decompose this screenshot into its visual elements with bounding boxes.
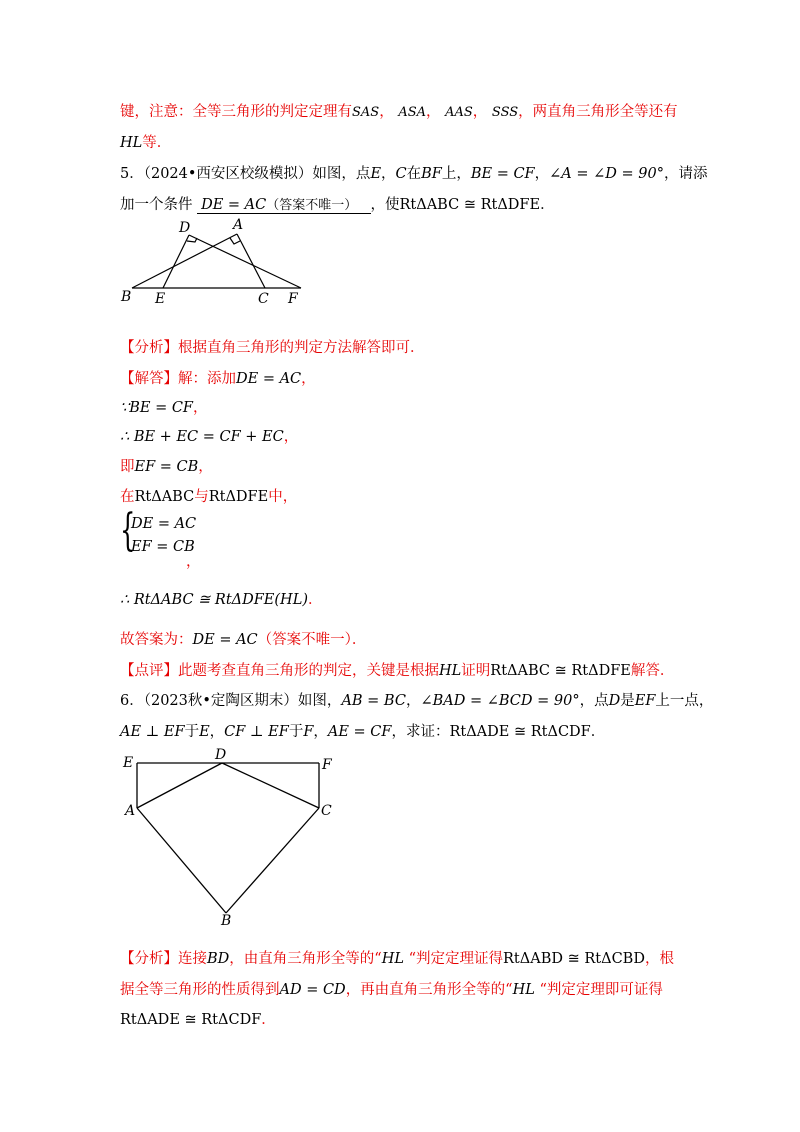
- question-5-line-1: 5．（2024•西安区校级模拟）如图，点E，C在BF上，BE = CF，∠A = ∠D = 90°，请添: [120, 166, 708, 182]
- analysis-6-line-3: RtΔADE ≅ RtΔCDF．: [120, 1012, 276, 1028]
- math-aas: AAS: [445, 105, 473, 120]
- system-comma: ，: [186, 554, 201, 570]
- solution-5-line-5: 在RtΔABC与RtΔDFE中，: [120, 489, 298, 505]
- answer-5: 故答案为：DE = AC（答案不唯一）．: [120, 632, 367, 648]
- question-5-line-2: 加一个条件 DE = AC（答案不唯一） ，使RtΔABC ≅ RtΔDFE．: [120, 193, 555, 214]
- system-eq-1: DE = AC: [131, 516, 197, 532]
- comment-5: 【点评】此题考查直角三角形的判定，关键是根据HL证明RtΔABC ≅ RtΔDFE解答．: [120, 663, 675, 679]
- analysis-5: 【分析】根据直角三角形的判定方法解答即可．: [120, 340, 425, 356]
- point-label-c: C: [321, 803, 332, 819]
- point-label-a: A: [125, 803, 136, 819]
- solution-5-line-1: 【解答】解：添加DE = AC，: [120, 371, 316, 387]
- point-label-b: B: [221, 913, 232, 925]
- solution-5-conclusion: ∴ RtΔABC ≅ RtΔDFE(HL)．: [120, 592, 323, 608]
- point-label-e: E: [123, 755, 134, 771]
- point-label-c: C: [258, 291, 269, 307]
- point-label-d: D: [215, 747, 227, 763]
- analysis-6-line-2: 据全等三角形的性质得到AD = CD，再由直角三角形全等的“HL “判定定理即可证得: [120, 982, 663, 998]
- point-label-e: E: [155, 291, 166, 307]
- point-label-b: B: [121, 289, 132, 305]
- question-6-line-2: AE ⊥ EF于E，CF ⊥ EF于F，AE = CF，求证：RtΔADE ≅ RtΔCDF．: [120, 724, 606, 740]
- system-eq-2: EF = CB: [131, 539, 195, 555]
- point-label-f: F: [322, 757, 332, 773]
- text-line-theorems: 键，注意：全等三角形的判定定理有SAS， ASA， AAS， SSS，两直角三角形全等还有: [120, 104, 678, 120]
- math-sss: SSS: [491, 105, 519, 120]
- system-brace: {: [120, 505, 136, 556]
- text-line-hl: HL等．: [120, 135, 172, 151]
- point-label-d: D: [179, 220, 191, 236]
- math-sas: SAS: [352, 105, 380, 120]
- answer-blank: DE = AC（答案不唯一）: [197, 194, 370, 214]
- figure-triangles-q5: [115, 215, 315, 310]
- solution-5-line-4: 即EF = CB，: [120, 459, 213, 475]
- math-asa: ASA: [398, 105, 426, 120]
- solution-5-line-3: ∴ BE + EC = CF + EC，: [120, 429, 299, 445]
- point-label-a: A: [233, 217, 244, 233]
- analysis-6-line-1: 【分析】连接BD，由直角三角形全等的“HL “判定定理证得RtΔABD ≅ RtΔCBD，根: [120, 951, 674, 967]
- solution-5-line-2: ∵BE = CF，: [120, 400, 208, 416]
- figure-quadrilateral-q6: [115, 745, 345, 925]
- point-label-f: F: [288, 291, 298, 307]
- question-6-line-1: 6．（2023秋•定陶区期末）如图，AB = BC，∠BAD = ∠BCD = 90°，点D是EF上一点，: [120, 693, 714, 709]
